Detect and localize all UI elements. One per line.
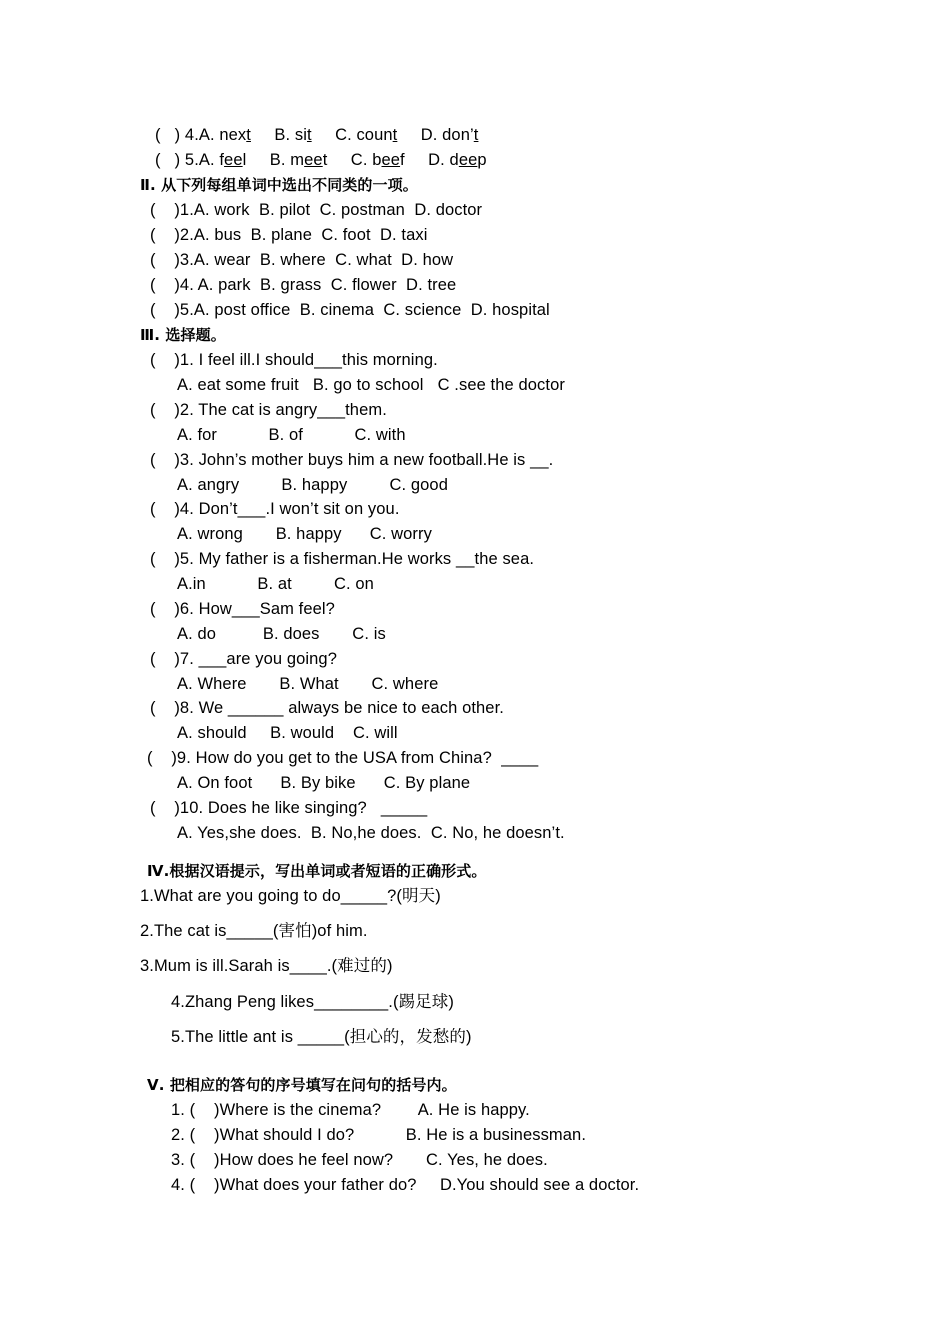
s3-q9-options: A. On foot B. By bike C. By plane	[177, 774, 471, 792]
s3-q2: ( )2. The cat is angry___them.	[150, 401, 387, 419]
s3-q1-options: A. eat some fruit B. go to school C .see the doctor	[177, 376, 565, 394]
s5-item-1: 1. ( )Where is the cinema? A. He is happy.	[171, 1101, 530, 1119]
s2-item-4: ( )4. A. park B. grass C. flower D. tree	[150, 276, 457, 294]
s3-q8: ( )8. We ______ always be nice to each other.	[150, 699, 504, 717]
s4-item-3: 3.Mum is ill.Sarah is____.(难过的)	[140, 956, 393, 975]
s4-item-1: 1.What are you going to do_____?(明天)	[140, 886, 441, 905]
s3-q7: ( )7. ___are you going?	[150, 650, 337, 668]
s5-item-4: 4. ( )What does your father do? D.You should see a doctor.	[171, 1176, 640, 1194]
s2-item-1: ( )1.A. work B. pilot C. postman D. doctor	[150, 201, 483, 219]
s3-q2-options: A. for B. of C. with	[177, 426, 406, 444]
s3-q3: ( )3. John’s mother buys him a new football.He is __.	[150, 451, 554, 469]
s3-q8-options: A. should B. would C. will	[177, 724, 398, 742]
s2-item-3: ( )3.A. wear B. where C. what D. how	[150, 251, 454, 269]
s3-q5-options: A.in B. at C. on	[177, 575, 374, 593]
s2-item-2: ( )2.A. bus B. plane C. foot D. taxi	[150, 226, 428, 244]
s3-q7-options: A. Where B. What C. where	[177, 675, 439, 693]
s3-q4-options: A. wrong B. happy C. worry	[177, 525, 432, 543]
s1-q5: ( ) 5.A. feel B. meet C. beef D. deep	[155, 151, 487, 169]
s3-q10: ( )10. Does he like singing? _____	[150, 799, 428, 817]
s3-q6: ( )6. How___Sam feel?	[150, 600, 335, 618]
s4-item-2: 2.The cat is_____(害怕)of him.	[140, 921, 368, 940]
s3-q3-options: A. angry B. happy C. good	[177, 476, 448, 494]
s4-item-4: 4.Zhang Peng likes________.(踢足球)	[171, 992, 454, 1011]
s3-q6-options: A. do B. does C. is	[177, 625, 386, 643]
s4-item-5: 5.The little ant is _____(担心的，发愁的)	[171, 1027, 472, 1046]
section5-heading: Ⅴ. 把相应的答句的序号填写在问句的括号内。	[147, 1076, 457, 1094]
s5-item-2: 2. ( )What should I do? B. He is a businessman.	[171, 1126, 587, 1144]
s2-item-5: ( )5.A. post office B. cinema C. science D. hospital	[150, 301, 550, 319]
s3-q5: ( )5. My father is a fisherman.He works __the sea.	[150, 550, 535, 568]
s3-q9: ( )9. How do you get to the USA from China? ____	[147, 749, 539, 767]
s5-item-3: 3. ( )How does he feel now? C. Yes, he does.	[171, 1151, 548, 1169]
s3-q1: ( )1. I feel ill.I should___this morning.	[150, 351, 438, 369]
s1-q4: ( ) 4.A. next B. sit C. count D. don’t	[155, 126, 479, 144]
s3-q4: ( )4. Don’t___.I won’t sit on you.	[150, 500, 400, 518]
s3-q10-options: A. Yes,she does. B. No,he does. C. No, he doesn’t.	[177, 824, 565, 842]
section2-heading: Ⅱ. 从下列每组单词中选出不同类的一项。	[140, 176, 418, 194]
section3-heading: Ⅲ. 选择题。	[140, 326, 226, 344]
section4-heading: Ⅳ.根据汉语提示，写出单词或者短语的正确形式。	[147, 862, 487, 880]
